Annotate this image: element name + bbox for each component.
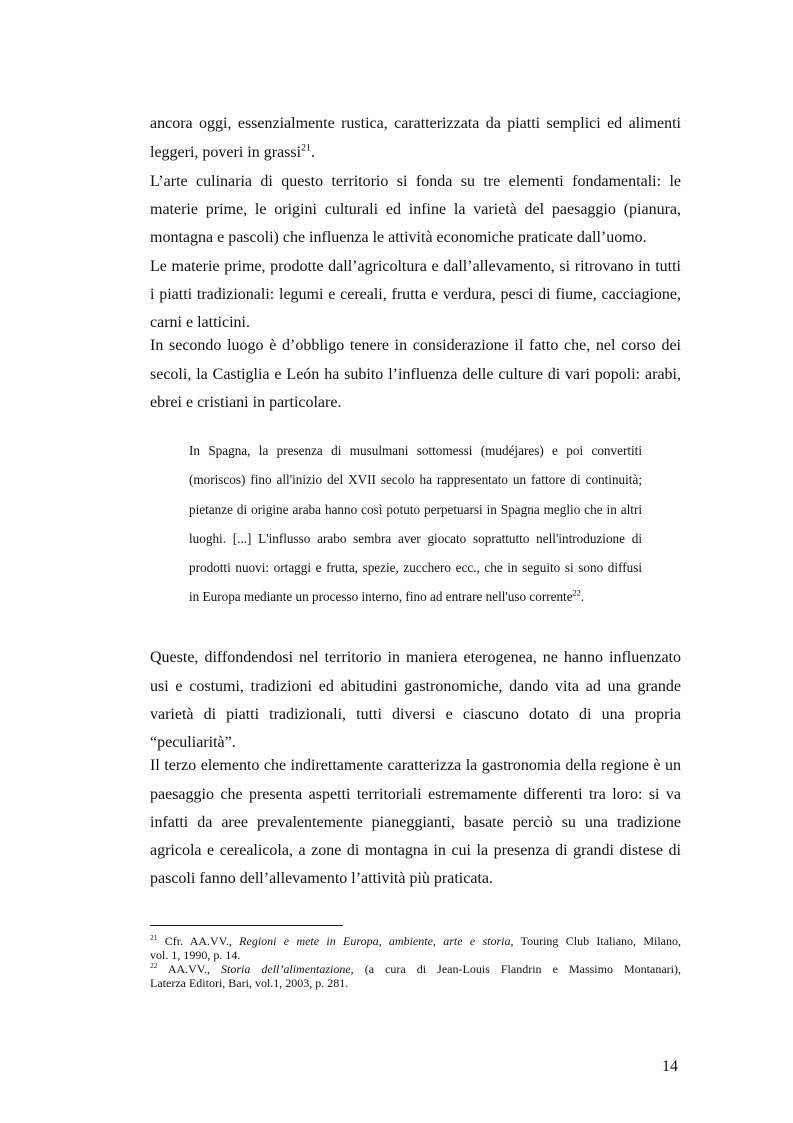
body-text: . (310, 144, 315, 161)
footnote-text: , Touring Club Italiano, Milano, (510, 934, 681, 948)
page-number: 14 (662, 1058, 678, 1075)
body-line: “peculiarità”. (150, 734, 236, 751)
footnote-separator (150, 925, 343, 926)
quote-line: luoghi. [...] L'influsso arabo sembra aver giocato soprattutto nell'introduzione di (189, 531, 642, 546)
footnote-title: Regioni e mete in Europa, ambiente, arte e storia (239, 934, 511, 948)
quote-line: pietanze di origine araba hanno così potuto perpetuarsi in Spagna meglio che in altri (189, 502, 642, 517)
quote-text: in Europa mediante un processo interno, fino ad entrare nell'uso corrente (189, 589, 573, 604)
footnote-22-line2: Laterza Editori, Bari, vol.1, 2003, p. 281. (150, 976, 349, 990)
body-line: ebrei e cristiani in particolare. (150, 394, 342, 411)
footnote-text: AA.VV., (157, 962, 221, 976)
body-line: Le materie prime, prodotte dall’agricoltura e dall’allevamento, si ritrovano in tutti (150, 258, 681, 275)
body-line: varietà di piatti tradizionali, tutti diversi e ciascuno dotato di una propria (150, 706, 681, 723)
body-line: montagna e pascoli) che influenza le attività economiche praticate dall’uomo. (150, 229, 647, 246)
footnote-ref-21: 21 (301, 142, 311, 154)
body-line: ancora oggi, essenzialmente rustica, caratterizzata da piatti semplici ed alimenti (150, 115, 681, 132)
footnote-text: Cfr. AA.VV., (157, 934, 240, 948)
footnote-21-line2: vol. 1, 1990, p. 14. (150, 948, 241, 962)
quote-line: In Spagna, la presenza di musulmani sottomessi (mudéjares) e poi convertiti (189, 443, 642, 458)
body-line: usi e costumi, tradizioni ed abitudini gastronomiche, dando vita ad una grande (150, 678, 681, 695)
footnote-number: 21 (150, 933, 158, 942)
footnote-text: (a cura di Jean-Louis Flandrin e Massimo Montanari), (353, 962, 681, 976)
body-line: i piatti tradizionali: legumi e cereali, frutta e verdura, pesci di fiume, cacciagione, (150, 286, 681, 303)
body-line: secoli, la Castiglia e León ha subito l’influenza delle culture di vari popoli: arabi, (150, 366, 681, 383)
body-line: infatti da aree prevalentemente pianeggianti, basate perciò su una tradizione (150, 814, 681, 831)
quote-text: . (580, 589, 585, 604)
body-line: Queste, diffondendosi nel territorio in maniera eterogenea, ne hanno influenzato (150, 649, 681, 666)
quote-line: prodotti nuovi: ortaggi e frutta, spezie, zucchero ecc., che in seguito si sono diffusi (189, 560, 642, 575)
body-line: paesaggio che presenta aspetti territoriali estremamente differenti tra loro: si va (150, 786, 681, 803)
body-line: L’arte culinaria di questo territorio si fonda su tre elementi fondamentali: le (150, 173, 681, 190)
body-line: In secondo luogo è d’obbligo tenere in considerazione il fatto che, nel corso dei (150, 337, 681, 354)
footnote-21 (150, 934, 681, 948)
body-line: carni e latticini. (150, 314, 250, 331)
body-line (150, 143, 681, 163)
footnote-title: Storia dell’alimentazione, (220, 962, 354, 976)
body-line: pascoli fanno dell’allevamento l’attività più praticata. (150, 870, 493, 887)
body-text: leggeri, poveri in grassi (150, 144, 302, 161)
quote-line: (moriscos) fino all'inizio del XVII secolo ha rappresentato un fattore di continuità; (189, 472, 642, 487)
body-line: materie prime, le origini culturali ed infine la varietà del paesaggio (pianura, (150, 201, 681, 218)
footnote-ref-22: 22 (572, 588, 581, 598)
footnote-22 (150, 962, 681, 976)
quote-line (189, 587, 642, 607)
body-line: Il terzo elemento che indirettamente caratterizza la gastronomia della regione è un (150, 757, 681, 774)
footnote-number: 22 (150, 961, 158, 970)
body-line: agricola e cerealicola, a zone di montagna in cui la presenza di grandi distese di (150, 842, 681, 859)
